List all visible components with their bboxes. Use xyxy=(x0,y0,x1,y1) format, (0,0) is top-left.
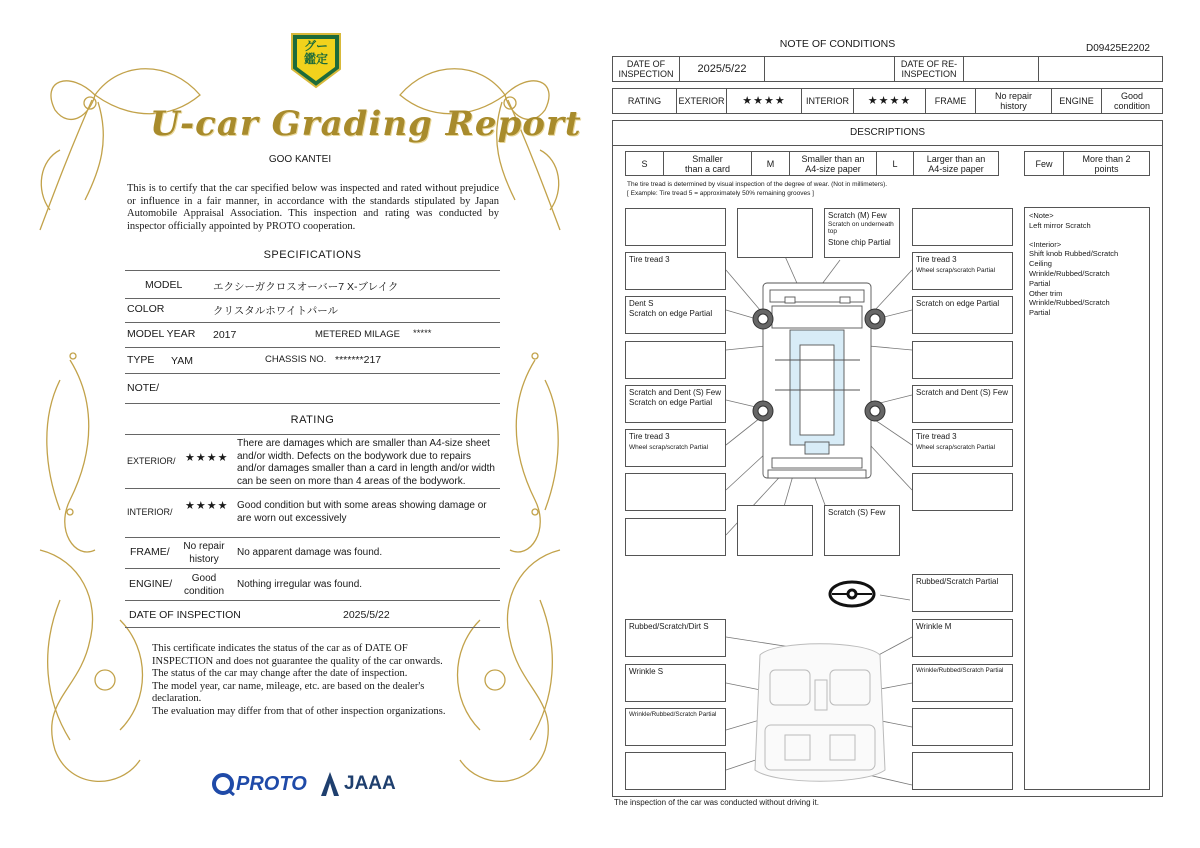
frame-description: No apparent damage was found. xyxy=(237,547,383,558)
tire-note-line: [ Example: Tire tread 5 = approximately 50% remaining grooves ] xyxy=(627,190,814,197)
legend-desc-s: Smaller than a card xyxy=(663,152,751,175)
note-box-left-seat: Wrinkle S xyxy=(625,664,726,702)
goo-kantei-badge xyxy=(289,31,343,89)
frame-value: No repair history xyxy=(975,89,1051,113)
exterior-label: EXTERIOR/ xyxy=(127,456,176,466)
legend-key-l: L xyxy=(876,152,913,175)
type-value: YAM xyxy=(171,355,193,367)
note-box-left-scratch-dent: Scratch and Dent (S) Few Scratch on edge Partial xyxy=(625,385,726,423)
interior-description: Good condition but with some areas showing damage or are worn out excessively xyxy=(237,500,487,524)
model-year-label: MODEL YEAR xyxy=(127,328,196,340)
date-of-inspection-value: 2025/5/22 xyxy=(679,57,764,81)
note-box-left-front-tire: Tire tread 3 xyxy=(625,252,726,290)
specifications-heading: SPECIFICATIONS xyxy=(263,249,362,261)
note-box xyxy=(912,473,1013,511)
note-box-right-front-interior: Wrinkle M xyxy=(912,619,1013,657)
note-box-left-rear-interior: Wrinkle/Rubbed/Scratch Partial xyxy=(625,708,726,746)
document-id: D09425E2202 xyxy=(1086,43,1150,54)
tire-note-line: The tire tread is determined by visual inspection of the degree of wear. (Not in millimeters). xyxy=(627,181,888,188)
jaaa-logo-text: JAAA xyxy=(344,773,396,794)
interior-stars: ★★★★ xyxy=(853,89,925,113)
rating-row-engine xyxy=(125,568,500,601)
interior-note-line: Ceiling xyxy=(1029,259,1052,269)
model-value: エクシーガクロスオーバー7 X-ブレイク xyxy=(213,281,399,293)
engine-description: Nothing irregular was found. xyxy=(237,579,363,590)
disclaimer-line: declaration. xyxy=(152,693,202,704)
interior-note-line: Partial xyxy=(1029,278,1051,288)
note-box xyxy=(625,752,726,790)
proto-logo xyxy=(212,770,307,798)
exterior-stars: ★★★★ xyxy=(726,89,801,113)
frame-value: No repair history xyxy=(183,541,225,565)
rating-row-interior xyxy=(125,487,500,538)
legend-desc-l: Larger than an A4-size paper xyxy=(913,152,998,175)
note-box-right-scratch-edge: Scratch on edge Partial xyxy=(912,296,1013,334)
note-box-left-rear-tire: Tire tread 3 Wheel scrap/scratch Partial xyxy=(625,429,726,467)
legend-key-m: M xyxy=(751,152,789,175)
descriptions-heading: DESCRIPTIONS xyxy=(613,120,1162,146)
inspection-date-value: 2025/5/22 xyxy=(343,609,390,621)
note-line: Left mirror Scratch xyxy=(1029,220,1091,230)
spec-row-note xyxy=(125,373,500,404)
rating-row-exterior xyxy=(125,434,500,489)
note-box xyxy=(625,341,726,379)
note-box-top-center: Scratch (M) Few Scratch on underneath top Stone chip Partial xyxy=(824,208,900,258)
interior-note-line: Shift knob Rubbed/Scratch xyxy=(1029,249,1119,259)
date-of-inspection-label: DATE OF INSPECTION xyxy=(618,59,674,79)
model-year-value: 2017 xyxy=(213,329,237,341)
rating-row-frame xyxy=(125,537,500,569)
disclaimer-line: The model year, car name, mileage, etc. are based on the dealer's xyxy=(152,680,425,692)
legend-key-s: S xyxy=(641,158,648,169)
jaaa-logo xyxy=(318,770,396,798)
exterior-label: EXTERIOR xyxy=(676,89,726,113)
interior-heading: <Interior> xyxy=(1029,239,1062,249)
sheet-title: NOTE OF CONDITIONS xyxy=(779,38,896,50)
engine-value: Good condition xyxy=(1101,89,1162,113)
chassis-value: *******217 xyxy=(335,354,382,366)
report-title: U-car Grading Report xyxy=(150,104,582,144)
note-box-right-scratch-dent: Scratch and Dent (S) Few xyxy=(912,385,1013,423)
proto-logo-text: PROTO xyxy=(236,772,307,795)
interior-note-line: Wrinkle/Rubbed/Scratch xyxy=(1029,268,1110,278)
legend-key-few: Few xyxy=(1035,158,1053,169)
type-label: TYPE xyxy=(127,354,155,366)
inspection-date-label: DATE OF INSPECTION xyxy=(129,609,241,621)
note-box xyxy=(625,473,726,511)
rating-label: RATING xyxy=(627,96,662,106)
note-box-bottom-center: Scratch (S) Few xyxy=(824,505,900,556)
reinspection-label: DATE OF RE-INSPECTION xyxy=(894,57,963,81)
sheet-footer: The inspection of the car was conducted without driving it. xyxy=(614,798,819,807)
note-box-right-seat: Wrinkle/Rubbed/Scratch Partial xyxy=(912,664,1013,702)
color-label: COLOR xyxy=(127,303,165,315)
note-heading: <Note> xyxy=(1029,211,1054,220)
interior-note-line: Wrinkle/Rubbed/Scratch xyxy=(1029,298,1110,308)
interior-note-line: Partial xyxy=(1029,308,1051,318)
note-box xyxy=(912,208,1013,246)
color-value: クリスタルホワイトパール xyxy=(213,305,339,317)
disclaimer-line: INSPECTION and does not guarantee the quality of the car onwards. xyxy=(152,655,443,667)
engine-label: ENGINE/ xyxy=(129,578,173,590)
note-box xyxy=(625,208,726,246)
legend-desc-m: Smaller than an A4-size paper xyxy=(789,152,876,175)
note-label: NOTE/ xyxy=(127,382,160,394)
rating-row-date xyxy=(125,600,500,628)
metered-milage-label: METERED MILAGE xyxy=(315,329,400,340)
note-box-left-dent: Dent S Scratch on edge Partial xyxy=(625,296,726,334)
note-box xyxy=(912,341,1013,379)
exterior-description: There are damages which are smaller than A4-size sheet and/or width. Defects on the bodywork due to repairs and/or damages smaller than a card in length and/or width can be seen on more than 4 areas of the bodywork. xyxy=(237,438,495,487)
spec-row-model xyxy=(125,270,500,299)
spec-row-type xyxy=(125,347,500,374)
note-box-steering: Rubbed/Scratch Partial xyxy=(912,574,1013,612)
note-box-right-rear-tire: Tire tread 3 Wheel scrap/scratch Partial xyxy=(912,429,1013,467)
interior-label: INTERIOR/ xyxy=(127,507,173,517)
model-label: MODEL xyxy=(145,279,183,291)
certificate-disclaimer xyxy=(152,643,482,718)
disclaimer-line: The evaluation may differ from that of other inspection organizations. xyxy=(152,705,446,717)
note-of-conditions-sheet xyxy=(600,0,1200,848)
exterior-stars: ★★★★ xyxy=(185,452,229,464)
legend-desc-few: More than 2 points xyxy=(1063,152,1149,175)
note-box-left-front-interior: Rubbed/Scratch/Dirt S xyxy=(625,619,726,657)
frame-label: FRAME xyxy=(925,89,975,113)
disclaimer-line: This certificate indicates the status of the car as of DATE OF xyxy=(152,643,408,654)
interior-label: INTERIOR xyxy=(801,89,853,113)
metered-milage-value: ***** xyxy=(413,328,432,339)
disclaimer-line: The status of the car may change after the date of inspection. xyxy=(152,668,408,679)
jaaa-logo-icon xyxy=(318,771,342,797)
engine-label: ENGINE xyxy=(1051,89,1101,113)
interior-stars: ★★★★ xyxy=(185,500,229,512)
chassis-label: CHASSIS NO. xyxy=(265,354,327,365)
note-box xyxy=(737,208,813,258)
certification-statement: This is to certify that the car specified below was inspected and rated without prejudice or influence in a fair manner, in accordance with the standards stipulated by Japan Automobile Appraisal Association. This inspection and rating was conducted by inspector officially appointed by PROTO cooperation. xyxy=(127,183,499,232)
engine-value: Good condition xyxy=(183,573,225,597)
interior-note-line: Other trim xyxy=(1029,288,1063,298)
proto-logo-icon xyxy=(212,772,236,796)
spec-row-model-year xyxy=(125,322,500,348)
note-box xyxy=(912,752,1013,790)
note-box xyxy=(625,518,726,556)
note-box-right-front-tire: Tire tread 3 Wheel scrap/scratch Partial xyxy=(912,252,1013,290)
rating-heading: RATING xyxy=(290,414,335,426)
frame-label: FRAME/ xyxy=(130,546,170,558)
note-box xyxy=(737,505,813,556)
badge-text: グー 鑑定 xyxy=(303,39,328,66)
spec-row-color xyxy=(125,297,500,323)
report-subtitle: GOO KANTEI xyxy=(268,154,332,165)
note-box xyxy=(912,708,1013,746)
